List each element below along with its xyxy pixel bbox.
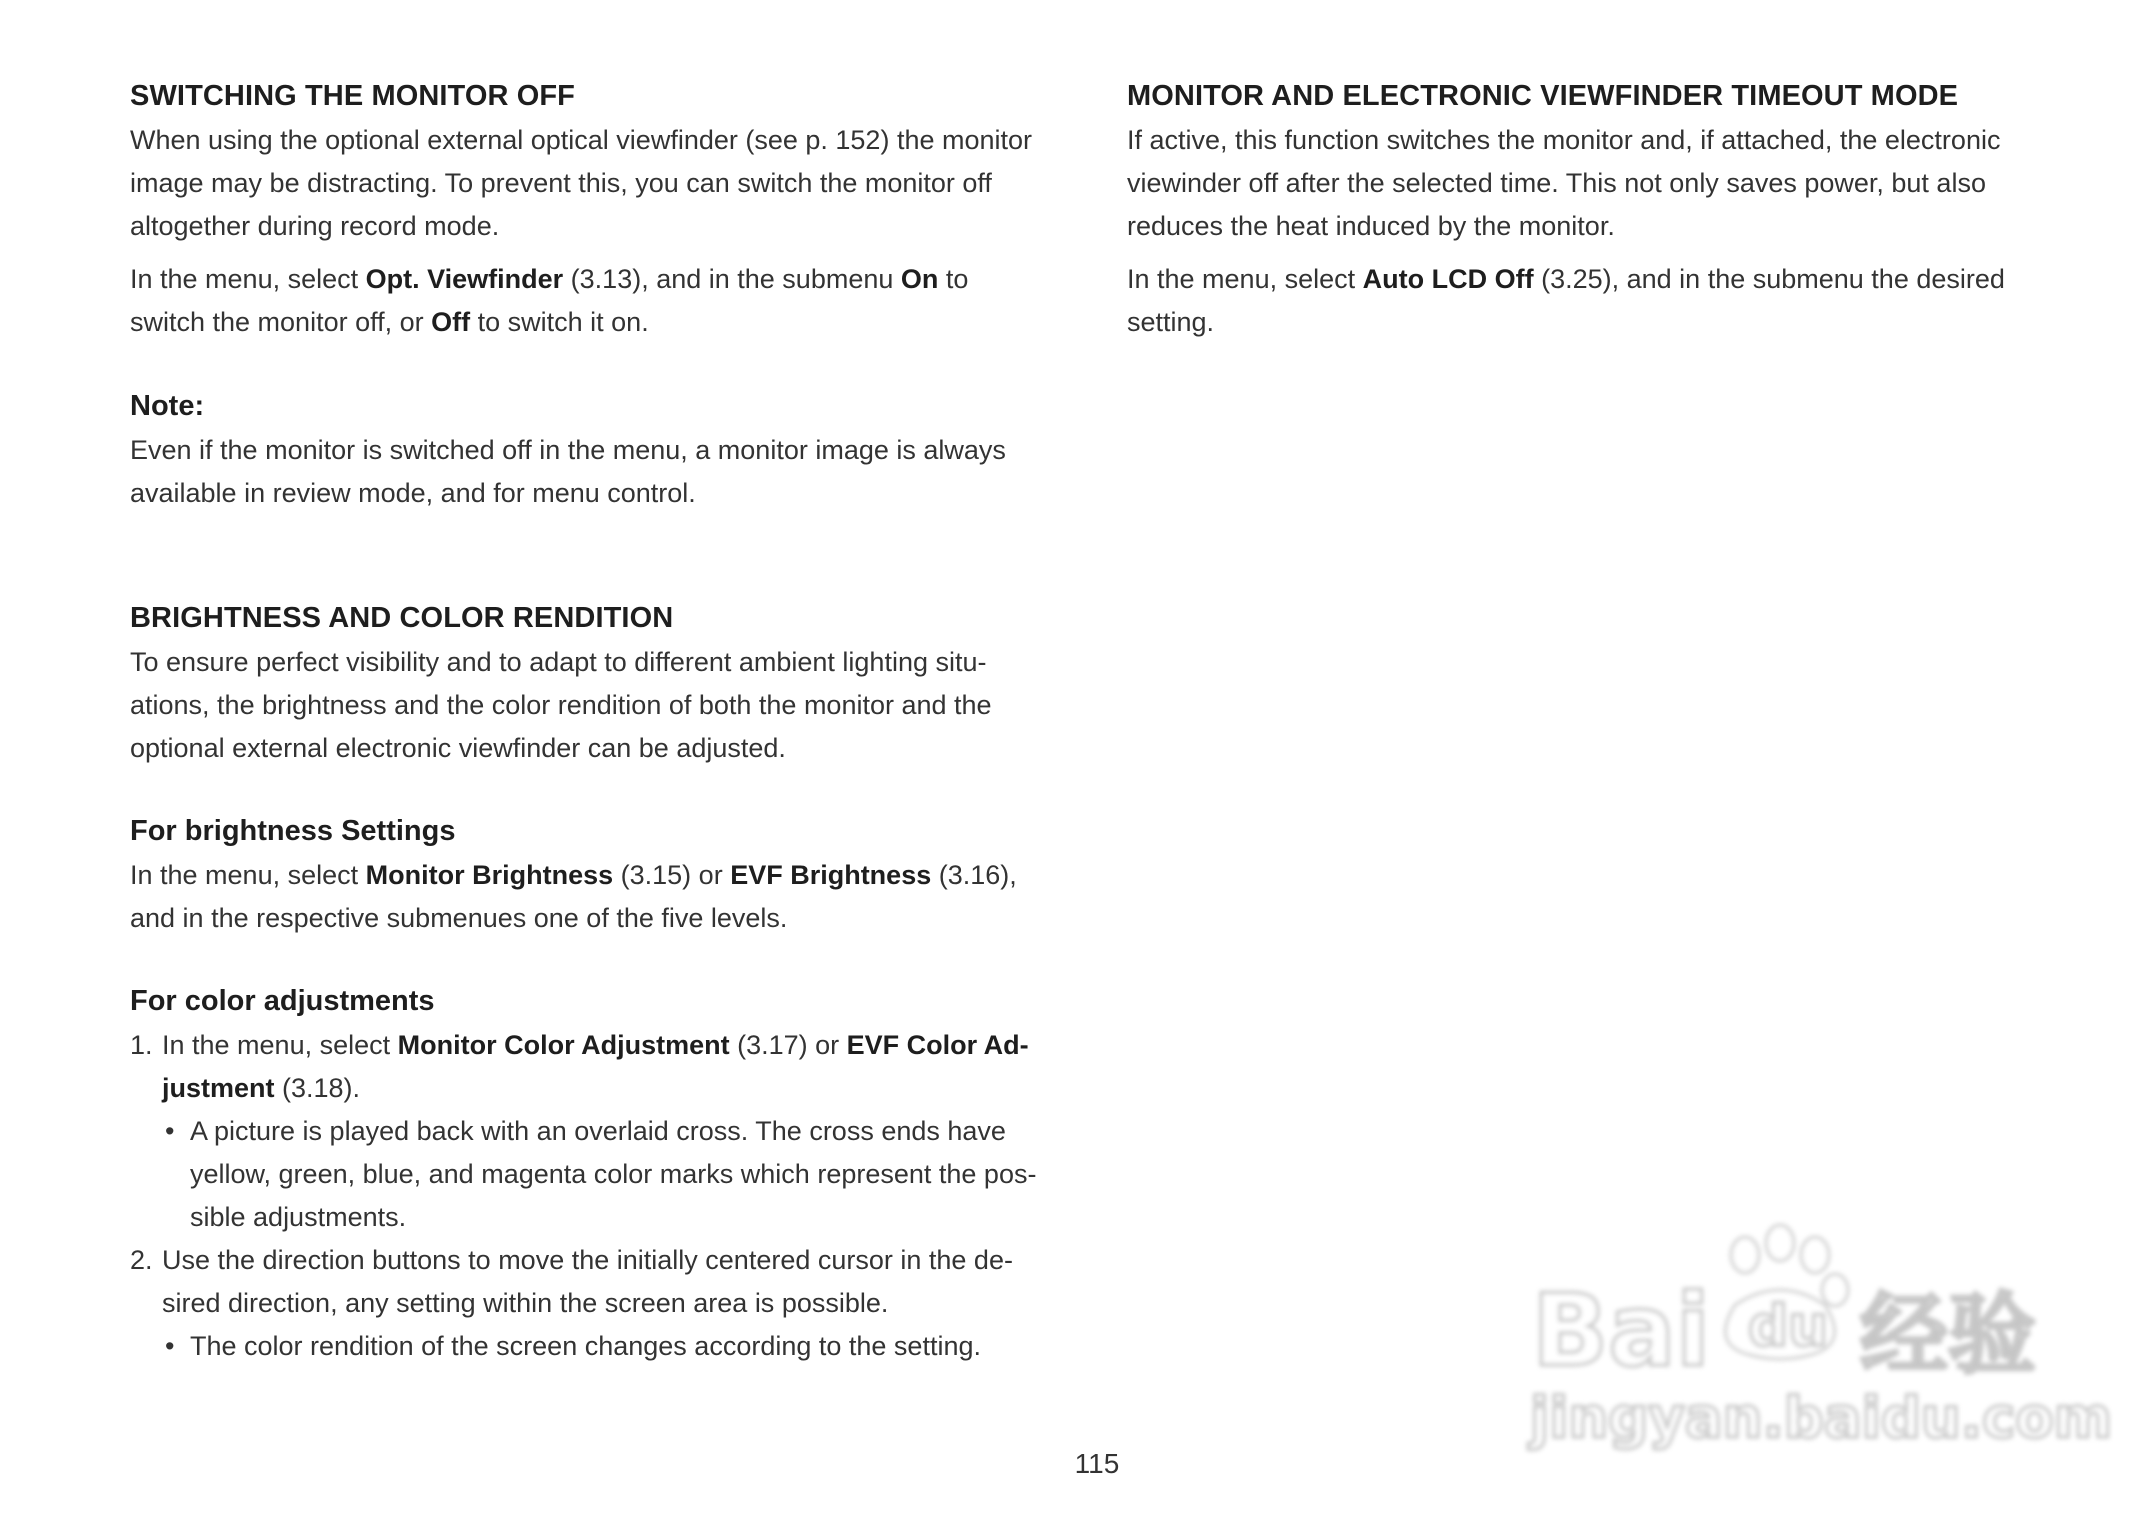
text-run: to — [938, 264, 969, 294]
menu-item-name: On — [900, 264, 939, 294]
heading-color-adjustments: For color adjustments — [130, 985, 435, 1017]
menu-item-name: EVF Color Ad- — [846, 1030, 1029, 1060]
menu-item-name: justment — [162, 1073, 275, 1103]
paragraph-line: To ensure perfect visibility and to adapt to different ambient lighting situ- — [130, 647, 987, 677]
paragraph-line: image may be distracting. To prevent this, you can switch the monitor off — [130, 168, 992, 198]
step-line: Use the direction buttons to move the initially centered cursor in the de- — [162, 1245, 1013, 1275]
heading-switching-monitor-off: SWITCHING THE MONITOR OFF — [130, 80, 575, 112]
menu-item-name: Auto LCD Off — [1362, 264, 1534, 294]
text-run: In the menu, select — [130, 264, 366, 294]
instruction-line — [130, 854, 1017, 897]
paragraph-line: optional external electronic viewfinder can be adjusted. — [130, 733, 786, 763]
heading-brightness-settings: For brightness Settings — [130, 815, 456, 847]
paragraph-line: ations, the brightness and the color rendition of both the monitor and the — [130, 690, 992, 720]
instruction-line — [130, 258, 968, 301]
paragraph-line: When using the optional external optical viewfinder (see p. 152) the monitor — [130, 125, 1033, 155]
watermark-brand-text: du — [1748, 1294, 1828, 1359]
paw-toe-icon — [1766, 1225, 1794, 1261]
menu-item-name: Monitor Brightness — [365, 860, 614, 890]
text-run: (3.18). — [274, 1073, 361, 1103]
watermark-cn-text: 经验 — [1860, 1283, 2037, 1386]
step-line — [162, 1067, 360, 1110]
text-run: to switch it on. — [470, 307, 649, 337]
instruction-line — [1127, 258, 2005, 301]
note-line: available in review mode, and for menu control. — [130, 478, 696, 508]
menu-item-name: Opt. Viewfinder — [365, 264, 564, 294]
paw-toe-icon — [1731, 1237, 1759, 1273]
bullet-line: The color rendition of the screen changes according to the setting. — [190, 1331, 981, 1361]
paw-toe-icon — [1801, 1237, 1829, 1273]
menu-item-name: Monitor Color Adjustment — [397, 1030, 730, 1060]
text-run: (3.25), and in the submenu the desired — [1533, 264, 2005, 294]
bullet-mark: • — [165, 1331, 175, 1361]
page-number: 115 — [1074, 1448, 1120, 1479]
menu-item-name: EVF Brightness — [730, 860, 932, 890]
paragraph-line: altogether during record mode. — [130, 211, 500, 241]
note-heading: Note: — [130, 390, 205, 422]
watermark-brand-text: Bai — [1532, 1272, 1710, 1389]
baidu-jingyan-watermark — [1530, 1215, 2113, 1455]
paragraph-line: viewinder off after the selected time. This not only saves power, but also — [1127, 168, 1986, 198]
text-run: (3.17) or — [729, 1030, 847, 1060]
text-run: In the menu, select — [130, 860, 366, 890]
paragraph-line: reduces the heat induced by the monitor. — [1127, 211, 1615, 241]
bullet-line: A picture is played back with an overlaid cross. The cross ends have — [190, 1116, 1006, 1146]
instruction-line — [130, 301, 649, 344]
heading-brightness-color: BRIGHTNESS AND COLOR RENDITION — [130, 602, 674, 634]
step-line: sired direction, any setting within the screen area is possible. — [162, 1288, 889, 1318]
step-line — [162, 1024, 1029, 1067]
bullet-line: yellow, green, blue, and magenta color marks which represent the pos- — [190, 1159, 1037, 1189]
paragraph-line: setting. — [1127, 307, 1215, 337]
bullet-mark: • — [165, 1116, 175, 1146]
paragraph-line: and in the respective submenues one of the five levels. — [130, 903, 788, 933]
heading-timeout-mode: MONITOR AND ELECTRONIC VIEWFINDER TIMEOUT MODE — [1127, 80, 1959, 112]
text-run: In the menu, select — [162, 1030, 398, 1060]
text-run: (3.13), and in the submenu — [563, 264, 901, 294]
text-run: (3.15) or — [613, 860, 731, 890]
menu-item-name: Off — [431, 307, 471, 337]
step-number: 1. — [130, 1030, 153, 1060]
step-number: 2. — [130, 1245, 153, 1275]
paragraph-line: If active, this function switches the monitor and, if attached, the electronic — [1127, 125, 2001, 155]
text-run: switch the monitor off, or — [130, 307, 432, 337]
text-run: (3.16), — [931, 860, 1017, 890]
text-run: In the menu, select — [1127, 264, 1363, 294]
bullet-line: sible adjustments. — [190, 1202, 407, 1232]
watermark-url-text: jingyan.baidu.com — [1530, 1386, 2113, 1451]
note-line: Even if the monitor is switched off in the menu, a monitor image is always — [130, 435, 1006, 465]
